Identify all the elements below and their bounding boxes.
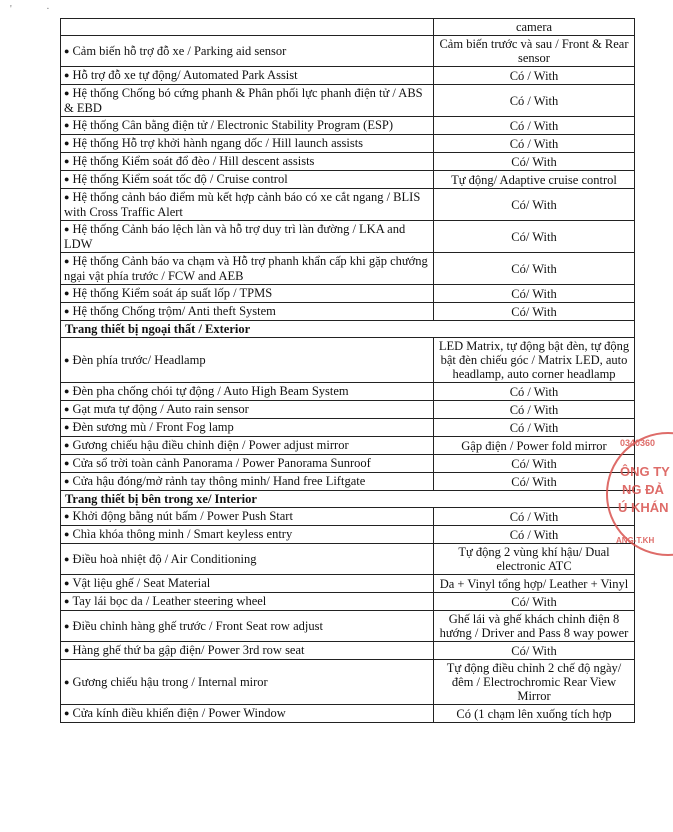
feature-cell [61,575,434,593]
feature-cell [61,135,434,153]
bullet-icon: ● [64,224,70,234]
feature-label: Hệ thống Kiểm soát đổ đèo / Hill descent assists [72,154,315,168]
value-cell: Cảm biến trước và sau / Front & Rear sensor [434,36,635,67]
bullet-icon: ● [64,88,70,98]
bullet-icon: ● [64,529,70,539]
section-title: Trang thiết bị ngoại thất / Exterior [61,321,635,338]
table-row [61,526,635,544]
value-cell: Có/ With [434,189,635,221]
value-cell: Tự động 2 vùng khí hậu/ Dual electronic ATC [434,544,635,575]
bullet-icon: ● [64,404,70,414]
value-cell: LED Matrix, tự động bật đèn, tự động bật đèn chiếu góc / Matrix LED, auto headlamp, auto corner headlamp [434,338,635,383]
feature-cell [61,189,434,221]
bullet-icon: ● [64,120,70,130]
feature-label: Hệ thống Chống trộm/ Anti theft System [72,304,276,318]
table-row [61,285,635,303]
table-row [61,544,635,575]
bullet-icon: ● [64,174,70,184]
feature-cell [61,36,434,67]
feature-cell [61,526,434,544]
stamp-line-1: ÔNG TY [620,464,670,479]
value-cell: Có/ With [434,593,635,611]
value-cell: Có / With [434,526,635,544]
feature-cell [61,221,434,253]
bullet-icon: ● [64,422,70,432]
feature-label: Gương chiếu hậu điều chỉnh điện / Power adjust mirror [72,438,349,452]
table-row [61,19,635,36]
feature-cell [61,660,434,705]
section-row [61,491,635,508]
bullet-icon: ● [64,676,70,687]
stamp-code: 0340360 [620,438,656,448]
value-cell: Ghế lái và ghế khách chỉnh điện 8 hướng / Driver and Pass 8 way power [434,611,635,642]
table-row [61,383,635,401]
bullet-icon: ● [64,45,70,56]
table-row [61,36,635,67]
feature-cell [61,642,434,660]
spec-table [60,18,635,723]
bullet-icon: ● [64,708,70,718]
feature-cell [61,285,434,303]
value-cell: Gập điện / Power fold mirror [434,437,635,455]
table-row [61,171,635,189]
table-row [61,221,635,253]
feature-cell [61,419,434,437]
feature-label: Đèn phía trước/ Headlamp [72,352,206,367]
bullet-icon: ● [64,354,70,365]
feature-label: Hàng ghế thứ ba gập điện/ Power 3rd row seat [72,643,305,657]
feature-cell [61,19,434,36]
feature-cell [61,508,434,526]
table-row [61,660,635,705]
value-cell: Có / With [434,401,635,419]
table-row [61,135,635,153]
table-row [61,85,635,117]
feature-label: Cửa kính điều khiển điện / Power Window [72,706,286,720]
bullet-icon: ● [64,553,70,564]
feature-cell [61,473,434,491]
table-row [61,611,635,642]
value-cell: Tự động điều chỉnh 2 chế độ ngày/đêm / Electrochromic Rear View Mirror [434,660,635,705]
feature-cell [61,171,434,189]
bullet-icon: ● [64,645,70,655]
value-cell: Có/ With [434,153,635,171]
feature-label: Điều hoà nhiệt độ / Air Conditioning [72,551,257,566]
bullet-icon: ● [64,192,70,202]
table-row [61,705,635,723]
feature-label: Cảm biến hỗ trợ đỗ xe / Parking aid sensor [72,43,287,58]
feature-label: Gạt mưa tự động / Auto rain sensor [72,402,249,416]
bullet-icon: ● [64,578,70,588]
table-row [61,508,635,526]
stamp-line-3: Ú KHÁN [618,500,669,515]
feature-label: Đèn sương mù / Front Fog lamp [72,420,234,434]
feature-label: Điều chỉnh hàng ghế trước / Front Seat row adjust [72,618,323,633]
bullet-icon: ● [64,458,70,468]
feature-label: Cửa sổ trời toàn cảnh Panorama / Power Panorama Sunroof [72,456,371,470]
feature-label: Chìa khóa thông minh / Smart keyless entry [72,527,293,541]
feature-label: Hệ thống Hỗ trợ khởi hành ngang dốc / Hill launch assists [72,136,364,150]
spec-table-body [61,19,635,723]
scan-marks: ' · [10,4,66,15]
value-cell: Có/ With [434,253,635,285]
bullet-icon: ● [64,620,70,631]
feature-label: Gương chiếu hậu trong / Internal miror [72,674,268,689]
bullet-icon: ● [64,440,70,450]
feature-cell [61,85,434,117]
value-cell: Có/ With [434,285,635,303]
feature-label: Khởi động bằng nút bấm / Power Push Start [72,509,293,523]
table-row [61,67,635,85]
feature-cell [61,303,434,321]
feature-label: Hệ thống Cảnh báo lệch làn và hỗ trợ duy trì làn đường / LKA and LDW [64,222,406,251]
bullet-icon: ● [64,511,70,521]
value-cell: Có / With [434,508,635,526]
value-cell: Tự động/ Adaptive cruise control [434,171,635,189]
feature-cell [61,67,434,85]
section-title: Trang thiết bị bên trong xe/ Interior [61,491,635,508]
table-row [61,338,635,383]
value-cell: camera [434,19,635,36]
feature-label: Hệ thống Kiểm soát áp suất lốp / TPMS [72,286,273,300]
value-cell: Có (1 chạm lên xuống tích hợp [434,705,635,723]
feature-label: Hệ thống cảnh báo điểm mù kết hợp cảnh báo có xe cắt ngang / BLIS with Cross Traffic Alert [64,190,421,219]
value-cell: Có/ With [434,303,635,321]
value-cell: Có / With [434,85,635,117]
feature-label: Hệ thống Kiểm soát tốc độ / Cruise control [72,172,288,186]
stamp-line-4: ANG-T.KH [616,536,655,545]
value-cell: Có / With [434,67,635,85]
value-cell: Có / With [434,117,635,135]
feature-label: Tay lái bọc da / Leather steering wheel [72,594,267,608]
feature-cell [61,401,434,419]
feature-cell [61,153,434,171]
feature-cell [61,253,434,285]
table-row [61,117,635,135]
table-row [61,153,635,171]
value-cell: Có / With [434,419,635,437]
feature-label: Hệ thống Cảnh báo va chạm và Hỗ trợ phanh khẩn cấp khi gặp chướng ngại vật phía trước / FCW and AEB [64,254,428,283]
bullet-icon: ● [64,288,70,298]
bullet-icon: ● [64,476,70,486]
feature-cell [61,611,434,642]
section-row [61,321,635,338]
value-cell: Có / With [434,383,635,401]
value-cell: Có/ With [434,455,635,473]
table-row [61,419,635,437]
feature-label: Hỗ trợ đỗ xe tự động/ Automated Park Assist [72,68,298,82]
table-row [61,455,635,473]
feature-cell [61,705,434,723]
bullet-icon: ● [64,596,70,606]
feature-label: Vật liệu ghế / Seat Material [72,576,211,590]
stamp-line-2: NG ĐẢ [622,482,664,497]
value-cell: Có / With [434,135,635,153]
feature-label: Đèn pha chống chói tự động / Auto High Beam System [72,384,349,398]
company-stamp [606,432,673,552]
table-row [61,473,635,491]
bullet-icon: ● [64,386,70,396]
feature-label: Hệ thống Cân bằng điện tử / Electronic Stability Program (ESP) [72,118,394,132]
value-cell: Có/ With [434,221,635,253]
table-row [61,593,635,611]
feature-cell [61,593,434,611]
bullet-icon: ● [64,70,70,80]
feature-cell [61,117,434,135]
bullet-icon: ● [64,156,70,166]
table-row [61,303,635,321]
feature-label: Cửa hậu đóng/mở rảnh tay thông minh/ Hand free Liftgate [72,474,366,488]
table-row [61,437,635,455]
feature-cell [61,544,434,575]
bullet-icon: ● [64,306,70,316]
table-row [61,401,635,419]
value-cell: Da + Vinyl tổng hợp/ Leather + Vinyl [434,575,635,593]
feature-cell [61,437,434,455]
value-cell: Có/ With [434,642,635,660]
feature-cell [61,383,434,401]
feature-cell [61,338,434,383]
table-row [61,253,635,285]
feature-cell [61,455,434,473]
table-row [61,575,635,593]
bullet-icon: ● [64,138,70,148]
value-cell: Có/ With [434,473,635,491]
table-row [61,189,635,221]
table-row [61,642,635,660]
bullet-icon: ● [64,256,70,266]
feature-label: Hệ thống Chống bó cứng phanh & Phân phối lực phanh điện tử / ABS & EBD [64,86,423,115]
